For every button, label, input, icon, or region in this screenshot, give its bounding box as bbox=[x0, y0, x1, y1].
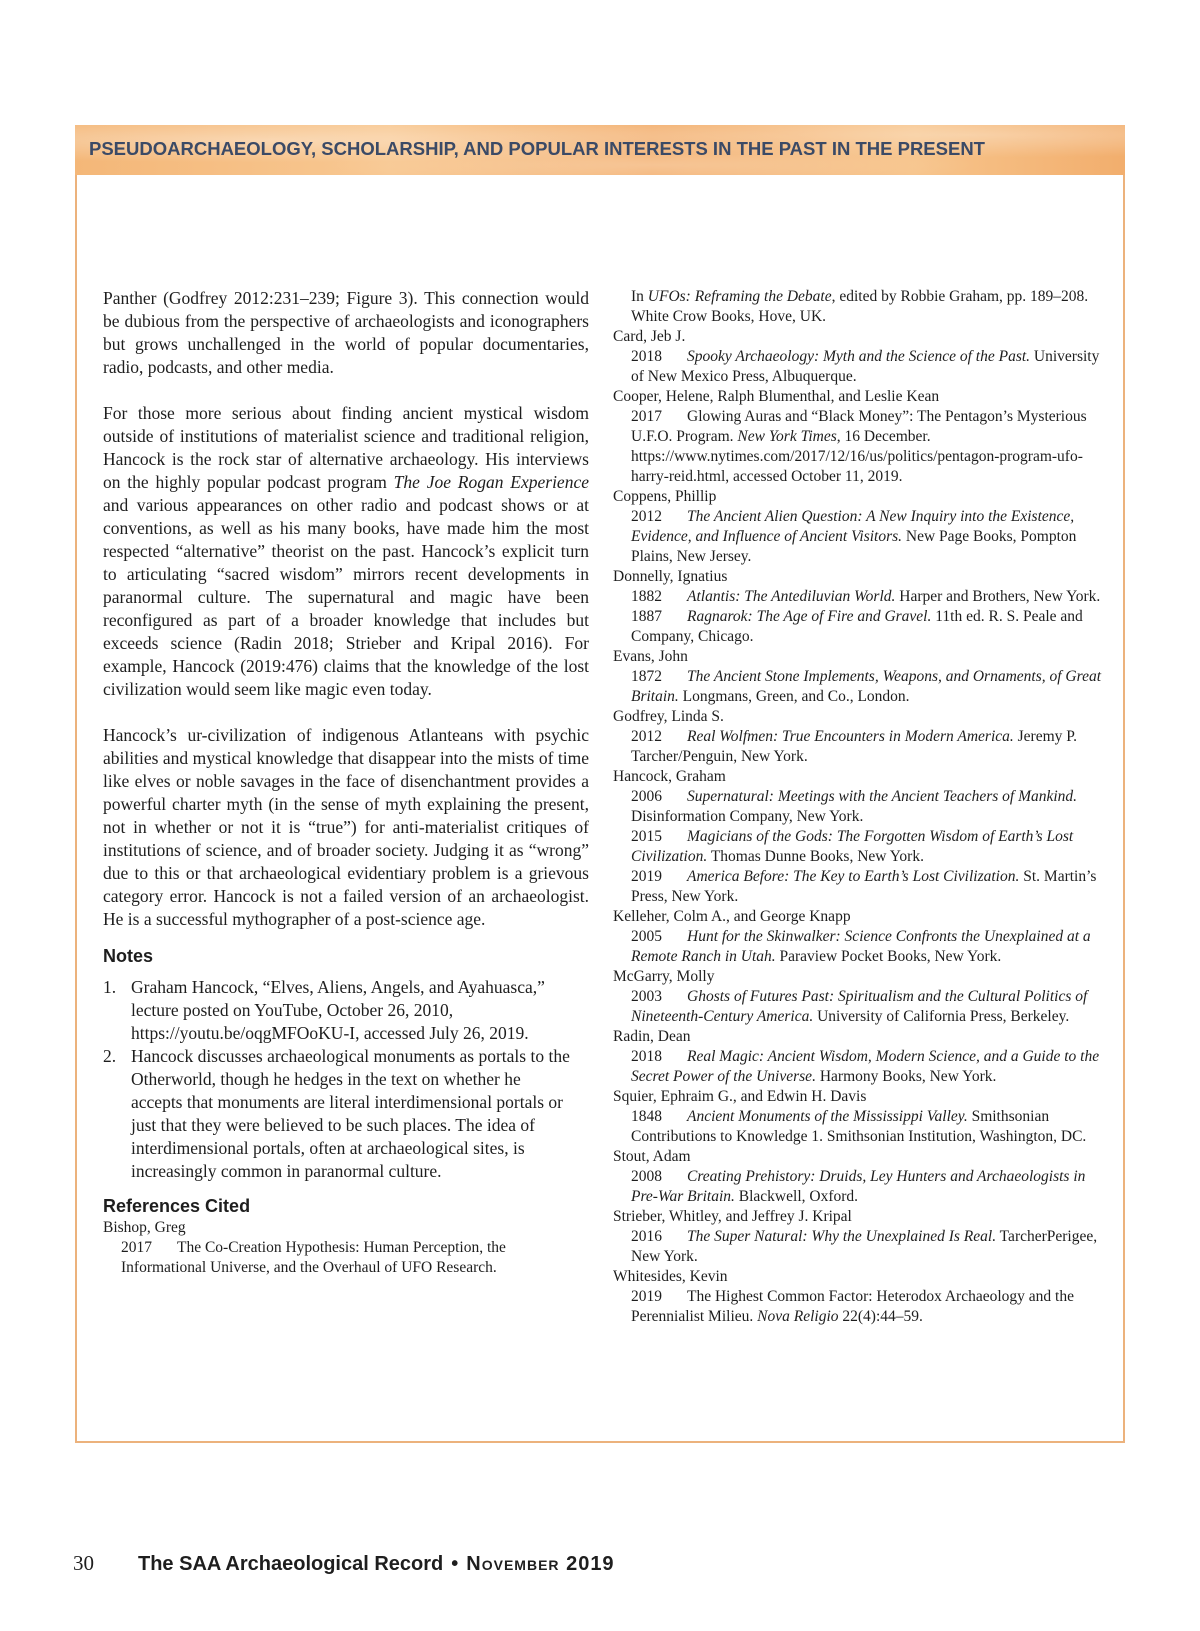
reference-title: Ragnarok: The Age of Fire and Gravel. bbox=[687, 608, 932, 625]
reference-pub: Harmony Books, New York. bbox=[815, 1068, 997, 1085]
reference-pub: University of California Press, Berkeley. bbox=[813, 1008, 1070, 1025]
reference-entry bbox=[613, 387, 1113, 487]
reference-title: Hunt for the Skinwalker: Science Confronts the Unexplained at a Remote Ranch in Utah. bbox=[631, 928, 1091, 965]
reference-year: 1848 bbox=[631, 1108, 662, 1125]
reference-author: Cooper, Helene, Ralph Blumenthal, and Leslie Kean bbox=[613, 388, 940, 405]
reference-title: The Co-Creation Hypothesis: Human Perception, the Informational Universe, and the Overhaul of UFO Research. bbox=[121, 1239, 506, 1276]
reference-entry bbox=[613, 907, 1113, 967]
reference-pub: 22(4):44–59. bbox=[838, 1308, 923, 1325]
reference-title: Real Wolfmen: True Encounters in Modern America. bbox=[687, 728, 1014, 745]
reference-pub: Thomas Dunne Books, New York. bbox=[707, 848, 924, 865]
reference-pub: Jeremy P. Tarcher/Penguin, New York. bbox=[631, 728, 1078, 765]
reference-work bbox=[613, 727, 1113, 767]
reference-author: Kelleher, Colm A., and George Knapp bbox=[613, 908, 851, 925]
paragraph-2-start: For those more serious about finding ancient mystical wisdom outside of institutions of materialist science and traditional religion, Hancock is the rock star of alternative archaeology. His interviews on the highly popular podcast program bbox=[103, 403, 589, 492]
reference-year: 2008 bbox=[631, 1168, 662, 1185]
page-number: 30 bbox=[73, 1551, 94, 1575]
reference-work bbox=[613, 827, 1113, 867]
reference-year: 1872 bbox=[631, 668, 662, 685]
reference-work bbox=[613, 1047, 1113, 1087]
reference-entry bbox=[613, 1027, 1113, 1087]
reference-book-title: UFOs: Reframing the Debate bbox=[647, 288, 832, 305]
reference-entry bbox=[613, 707, 1113, 767]
reference-year: 2018 bbox=[631, 1048, 662, 1065]
reference-title: Spooky Archaeology: Myth and the Science of the Past. bbox=[687, 348, 1031, 365]
reference-work bbox=[613, 1107, 1113, 1147]
reference-title: America Before: The Key to Earth’s Lost Civilization. bbox=[687, 868, 1020, 885]
reference-pub: St. Martin’s Press, New York. bbox=[631, 868, 1097, 905]
reference-year: 2017 bbox=[631, 408, 662, 425]
reference-work bbox=[613, 1287, 1113, 1327]
reference-title: Atlantis: The Antediluvian World. bbox=[687, 588, 896, 605]
section-banner bbox=[75, 125, 1125, 175]
reference-entry bbox=[613, 767, 1113, 907]
reference-work bbox=[613, 587, 1113, 607]
reference-work bbox=[103, 1238, 589, 1278]
note-item bbox=[103, 1045, 571, 1183]
reference-work bbox=[613, 667, 1113, 707]
reference-pub: New Page Books, Pompton Plains, New Jersey. bbox=[631, 528, 1077, 565]
reference-article-title: The Highest Common Factor: Heterodox Archaeology and the Perennialist Milieu. bbox=[631, 1288, 1074, 1325]
reference-title: Real Magic: Ancient Wisdom, Modern Science, and a Guide to the Secret Power of the Universe. bbox=[631, 1048, 1100, 1085]
reference-year: 1887 bbox=[631, 608, 662, 625]
paragraph-3: Hancock’s ur-civilization of indigenous Atlanteans with psychic abilities and mystical knowledge that disappear into the mists of time like elves or noble savages in the face of disenchantment provides a powerful charter myth (in the sense of myth explaining the present, not in whether or not it is “true”) for anti-materialist critiques of institutions of science, and of broader society. Judging it as “wrong” due to this or that archaeological evidentiary problem is a grievous category error. Hancock is not a failed version of an archaeologist. He is a successful mythographer of a post-science age. bbox=[103, 725, 589, 929]
reference-text: In bbox=[631, 288, 648, 305]
reference-year: 2019 bbox=[631, 868, 662, 885]
footer-separator: • bbox=[451, 1553, 459, 1575]
note-item bbox=[103, 976, 571, 1045]
issue-date: November 2019 bbox=[466, 1553, 615, 1575]
paragraph-2-end: and various appearances on other radio and podcast shows or at conventions, as well as his many books, have made him the most respected “alternative” theorist on the past. Hancock’s explicit turn to articulating “sacred wisdom” mirrors recent developments in paranormal culture. The supernatural and magic have been reconfigured as part of a broader knowledge that includes but exceeds science (Radin 2018; Strieber and Kripal 2016). For example, Hancock (2019:476) claims that the knowledge of the lost civilization would seem like magic even today. bbox=[103, 495, 589, 699]
reference-entry bbox=[613, 647, 1113, 707]
reference-entry bbox=[613, 567, 1113, 647]
journal-name: The SAA Archaeological Record bbox=[138, 1553, 444, 1575]
reference-author: McGarry, Molly bbox=[613, 968, 715, 985]
paragraph-2 bbox=[103, 402, 589, 701]
reference-title: The Super Natural: Why the Unexplained Is Real. bbox=[687, 1228, 997, 1245]
reference-work bbox=[613, 347, 1113, 387]
reference-pub: Paraview Pocket Books, New York. bbox=[775, 948, 1002, 965]
reference-work bbox=[613, 867, 1113, 907]
reference-bishop-continued bbox=[613, 287, 1113, 327]
reference-year: 2006 bbox=[631, 788, 662, 805]
reference-title: The Ancient Alien Question: A New Inquiry into the Existence, Evidence, and Influence of Ancient Visitors. bbox=[631, 508, 1075, 545]
reference-pub: , 16 December. https://www.nytimes.com/2017/12/16/us/politics/pentagon-program-ufo-harry-reid.html, accessed October 11, 2019. bbox=[631, 428, 1083, 485]
reference-entry bbox=[613, 967, 1113, 1027]
reference-year: 2012 bbox=[631, 508, 662, 525]
reference-author: Godfrey, Linda S. bbox=[613, 708, 724, 725]
reference-year: 2017 bbox=[121, 1239, 152, 1256]
reference-title: New York Times bbox=[737, 428, 837, 445]
reference-work bbox=[613, 607, 1113, 647]
reference-title: The Ancient Stone Implements, Weapons, and Ornaments, of Great Britain. bbox=[631, 668, 1102, 705]
left-column bbox=[103, 287, 589, 1278]
notes-list bbox=[103, 976, 589, 1183]
reference-work bbox=[613, 1167, 1113, 1207]
right-column bbox=[613, 287, 1113, 1327]
reference-year: 2012 bbox=[631, 728, 662, 745]
reference-title: Nova Religio bbox=[757, 1308, 839, 1325]
section-title: PSEUDOARCHAEOLOGY, SCHOLARSHIP, AND POPULAR INTERESTS IN THE PAST IN THE PRESENT bbox=[89, 138, 985, 159]
reference-author: Bishop, Greg bbox=[103, 1219, 186, 1236]
reference-pub: 11th ed. R. S. Peale and Company, Chicago. bbox=[631, 608, 1083, 645]
reference-author: Squier, Ephraim G., and Edwin H. Davis bbox=[613, 1088, 867, 1105]
note-text: Hancock discusses archaeological monuments as portals to the Otherworld, though he hedges in the text on whether he accepts that monuments are literal interdimensional portals or just that they were believed to be such places. The idea of interdimensional portals, often at archaeological sites, is increasingly common in paranormal culture. bbox=[131, 1046, 570, 1181]
references-list bbox=[613, 327, 1113, 1327]
reference-pub: Blackwell, Oxford. bbox=[734, 1188, 859, 1205]
reference-author: Hancock, Graham bbox=[613, 768, 726, 785]
paragraph-1: Panther (Godfrey 2012:231–239; Figure 3). This connection would be dubious from the perspective of archaeologists and iconographers but grows unchallenged in the world of popular documentaries, radio, podcasts, and other media. bbox=[103, 288, 589, 377]
reference-entry bbox=[613, 487, 1113, 567]
reference-entry bbox=[613, 327, 1113, 387]
reference-work bbox=[613, 927, 1113, 967]
notes-heading: Notes bbox=[103, 946, 154, 966]
reference-title: Supernatural: Meetings with the Ancient Teachers of Mankind. bbox=[687, 788, 1078, 805]
reference-year: 2019 bbox=[631, 1288, 662, 1305]
reference-year: 2015 bbox=[631, 828, 662, 845]
reference-article-title: Glowing Auras and “Black Money”: The Pentagon’s Mysterious U.F.O. Program. bbox=[631, 408, 1087, 445]
reference-title: Creating Prehistory: Druids, Ley Hunters and Archaeologists in Pre-War Britain. bbox=[631, 1168, 1086, 1205]
reference-author: Radin, Dean bbox=[613, 1028, 691, 1045]
reference-author: Strieber, Whitley, and Jeffrey J. Kripal bbox=[613, 1208, 852, 1225]
reference-author: Evans, John bbox=[613, 648, 688, 665]
reference-author: Donnelly, Ignatius bbox=[613, 568, 728, 585]
reference-pub: TarcherPerigee, New York. bbox=[631, 1228, 1098, 1265]
reference-title: Ancient Monuments of the Mississippi Valley. bbox=[687, 1108, 968, 1125]
reference-entry bbox=[613, 1207, 1113, 1267]
reference-author: Whitesides, Kevin bbox=[613, 1268, 728, 1285]
reference-entry bbox=[613, 1087, 1113, 1147]
reference-author: Stout, Adam bbox=[613, 1148, 691, 1165]
reference-work bbox=[613, 1227, 1113, 1267]
reference-pub: Smithsonian Contributions to Knowledge 1. Smithsonian Institution, Washington, DC. bbox=[631, 1108, 1087, 1145]
reference-year: 2018 bbox=[631, 348, 662, 365]
reference-year: 1882 bbox=[631, 588, 662, 605]
reference-work bbox=[613, 507, 1113, 567]
reference-bishop bbox=[103, 1218, 589, 1278]
reference-entry bbox=[613, 1267, 1113, 1327]
reference-work bbox=[613, 987, 1113, 1027]
reference-entry bbox=[613, 1147, 1113, 1207]
reference-year: 2016 bbox=[631, 1228, 662, 1245]
page-footer bbox=[73, 1551, 615, 1576]
reference-title: Ghosts of Futures Past: Spiritualism and the Cultural Politics of Nineteenth-Century America. bbox=[631, 988, 1088, 1025]
reference-work bbox=[613, 407, 1113, 487]
reference-year: 2005 bbox=[631, 928, 662, 945]
note-number: 1. bbox=[103, 977, 117, 997]
podcast-title: The Joe Rogan Experience bbox=[393, 472, 589, 492]
note-text: Graham Hancock, “Elves, Aliens, Angels, and Ayahuasca,” lecture posted on YouTube, October 26, 2010, https://youtu.be/oqgMFOoKU-I, accessed July 26, 2019. bbox=[131, 977, 545, 1043]
reference-author: Card, Jeb J. bbox=[613, 328, 686, 345]
reference-pub: University of New Mexico Press, Albuquerque. bbox=[631, 348, 1100, 385]
reference-author: Coppens, Phillip bbox=[613, 488, 717, 505]
reference-year: 2003 bbox=[631, 988, 662, 1005]
reference-pub: Disinformation Company, New York. bbox=[631, 808, 864, 825]
note-number: 2. bbox=[103, 1046, 117, 1066]
reference-pub: Harper and Brothers, New York. bbox=[895, 588, 1101, 605]
reference-title: Magicians of the Gods: The Forgotten Wisdom of Earth’s Lost Civilization. bbox=[631, 828, 1074, 865]
reference-pub: , edited by Robbie Graham, pp. 189–208. White Crow Books, Hove, UK. bbox=[631, 288, 1089, 325]
reference-pub: Longmans, Green, and Co., London. bbox=[678, 688, 910, 705]
references-heading: References Cited bbox=[103, 1196, 251, 1216]
reference-work bbox=[613, 787, 1113, 827]
